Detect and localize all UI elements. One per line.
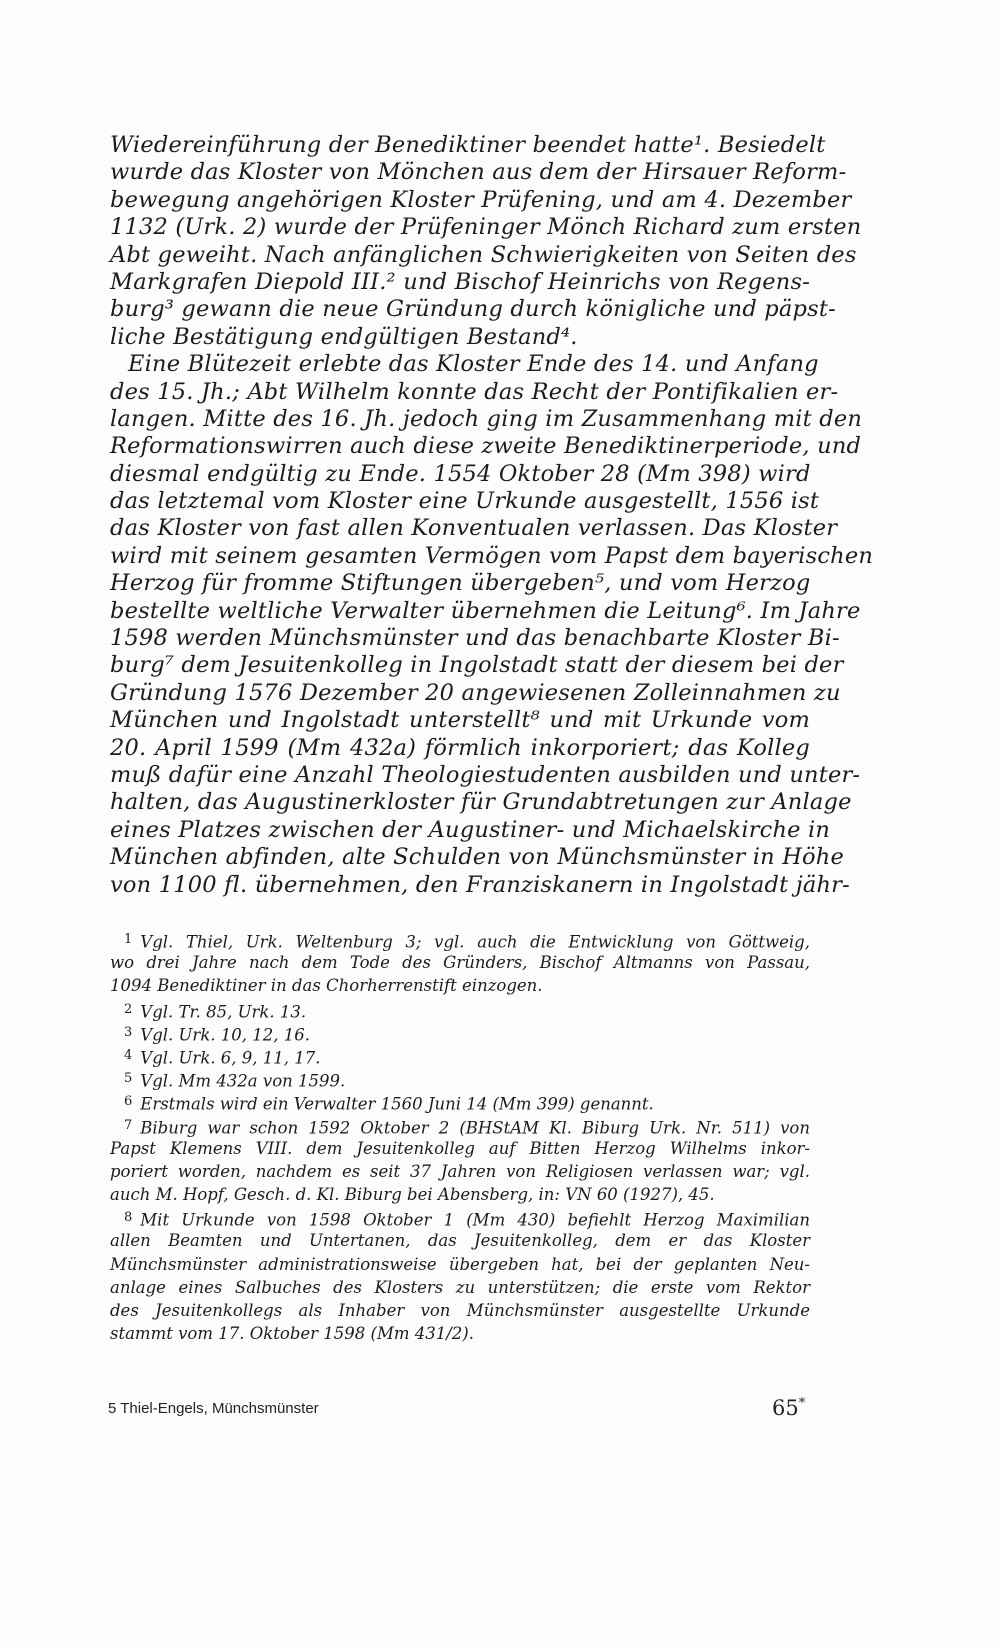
footnote-text: Vgl. Tr. 85, Urk. 13. [140, 1002, 307, 1022]
signature-mark: 5 Thiel-Engels, Münchsmünster [108, 1400, 319, 1417]
main-text-line: Wiedereinführung der Benediktiner beendet hatte¹. Besiedelt [110, 132, 826, 158]
main-text-line: 1598 werden Münchsmünster und das benachbarte Kloster Bi- [110, 625, 840, 652]
footnote-8 [110, 1206, 810, 1229]
footnote-5 [110, 1067, 810, 1090]
footnote-number: 6 [124, 1094, 133, 1110]
main-text-line: bestellte weltliche Verwalter übernehmen die Leitung⁶. Im Jahre [110, 597, 861, 624]
main-text-line: Abt geweiht. Nach anfänglichen Schwierigkeiten von Seiten des [110, 241, 857, 268]
footnote-text: Mit Urkunde von 1598 Oktober 1 (Mm 430) befiehlt Herzog Maximilian [140, 1210, 810, 1230]
footnote-text: Vgl. Mm 432a von 1599. [140, 1071, 346, 1091]
footnotes-block [110, 928, 810, 1345]
footnote-number: 3 [124, 1024, 133, 1040]
main-text-line: wird mit seinem gesamten Vermögen vom Papst dem bayerischen [110, 542, 874, 569]
footnote-number: 8 [124, 1210, 133, 1226]
main-text-line: eines Platzes zwischen der Augustiner- und Michaelskirche in [110, 816, 831, 843]
footnote-4 [110, 1044, 810, 1067]
main-text-line: wurde das Kloster von Mönchen aus dem der Hirsauer Reform- [110, 159, 847, 186]
footnote-8-line: anlage eines Salbuches des Klosters zu unterstützen; die erste vom Rektor [110, 1277, 810, 1297]
footnote-1-line: 1094 Benediktiner in das Chorherrenstift einzogen. [110, 976, 543, 996]
main-text-line: halten, das Augustinerkloster für Grundabtretungen zur Anlage [110, 789, 852, 816]
footnote-number: 7 [124, 1117, 133, 1133]
footnote-7-line: poriert worden, nachdem es seit 37 Jahren von Religiosen verlassen war; vgl. [110, 1161, 810, 1181]
main-text-line: liche Bestätigung endgültigen Bestand⁴. [110, 323, 578, 350]
footnote-text: Vgl. Urk. 6, 9, 11, 17. [140, 1048, 321, 1068]
main-text-line: diesmal endgültig zu Ende. 1554 Oktober 28 (Mm 398) wird [110, 460, 811, 487]
footnote-text: Vgl. Thiel, Urk. Weltenburg 3; vgl. auch die Entwicklung von Göttweig, [140, 932, 810, 952]
page-number [772, 1396, 805, 1420]
footnote-text: Erstmals wird ein Verwalter 1560 Juni 14 (Mm 399) genannt. [140, 1094, 654, 1114]
footnote-7 [110, 1114, 810, 1137]
main-text-line: das Kloster von fast allen Konventualen verlassen. Das Kloster [110, 515, 838, 542]
footnote-1-line: wo drei Jahre nach dem Tode des Gründers, Bischof Altmanns von Passau, [110, 953, 810, 973]
page-number-mark: * [798, 1396, 806, 1412]
main-text-line: burg⁷ dem Jesuitenkolleg in Ingolstadt statt der diesem bei der [110, 652, 844, 679]
footnote-number: 2 [124, 1001, 133, 1017]
main-text-line: von 1100 fl. übernehmen, den Franziskanern in Ingolstadt jähr- [110, 871, 850, 898]
footnote-8-line: Münchsmünster administrationsweise übergeben hat, bei der geplanten Neu- [110, 1254, 810, 1274]
main-text-line: 20. April 1599 (Mm 432a) förmlich inkorporiert; das Kolleg [110, 734, 810, 761]
footnote-7-line: auch M. Hopf, Gesch. d. Kl. Biburg bei Abensberg, in: VN 60 (1927), 45. [110, 1185, 715, 1205]
footnote-number: 1 [124, 932, 133, 947]
footnote-text: Vgl. Urk. 10, 12, 16. [140, 1025, 311, 1045]
main-text-line: burg³ gewann die neue Gründung durch königliche und päpst- [110, 296, 836, 323]
main-text-line: langen. Mitte des 16. Jh. jedoch ging im Zusammenhang mit den [110, 405, 863, 432]
footnote-number: 4 [124, 1047, 133, 1063]
main-text-line: muß dafür eine Anzahl Theologiestudenten ausbilden und unter- [110, 761, 861, 788]
main-text-line: bewegung angehörigen Kloster Prüfening, und am 4. Dezember [110, 186, 852, 213]
main-text-line: München und Ingolstadt unterstellt⁸ und mit Urkunde vom [110, 707, 810, 734]
main-text-line: des 15. Jh.; Abt Wilhelm konnte das Recht der Pontifikalien er- [110, 378, 839, 405]
main-text-line: 1132 (Urk. 2) wurde der Prüfeninger Mönch Richard zum ersten [110, 214, 862, 241]
main-text-line: Reformationswirren auch diese zweite Benediktinerperiode, und [110, 433, 862, 460]
main-text-line: Gründung 1576 Dezember 20 angewiesenen Zolleinnahmen zu [110, 679, 841, 706]
main-text-line: das letztemal vom Kloster eine Urkunde ausgestellt, 1556 ist [110, 488, 820, 515]
footnote-number: 5 [124, 1071, 133, 1087]
footnote-3 [110, 1021, 810, 1044]
main-text-line: Eine Blütezeit erlebte das Kloster Ende des 14. und Anfang [128, 351, 819, 378]
footnote-7-line: Papst Klemens VIII. dem Jesuitenkolleg auf Bitten Herzog Wilhelms inkor- [110, 1138, 810, 1158]
page-number-value: 65 [772, 1396, 799, 1420]
footnote-8-line: stammt vom 17. Oktober 1598 (Mm 431/2). [110, 1324, 474, 1344]
main-text-line: München abfinden, alte Schulden von Münchsmünster in Höhe [110, 844, 844, 871]
main-text-block [110, 132, 874, 899]
footnote-2 [110, 998, 810, 1021]
footnote-1 [110, 928, 810, 951]
footnote-6 [110, 1090, 810, 1113]
footnote-8-line: allen Beamten und Untertanen, das Jesuitenkolleg, dem er das Kloster [110, 1231, 810, 1251]
main-text-line: Herzog für fromme Stiftungen übergeben⁵, und vom Herzog [110, 570, 811, 597]
main-text-line: Markgrafen Diepold III.² und Bischof Heinrichs von Regens- [110, 268, 810, 295]
footnote-8-line: des Jesuitenkollegs als Inhaber von Münchsmünster ausgestellte Urkunde [110, 1301, 810, 1320]
footnote-text: Biburg war schon 1592 Oktober 2 (BHStAM Kl. Biburg Urk. Nr. 511) von [140, 1118, 810, 1138]
